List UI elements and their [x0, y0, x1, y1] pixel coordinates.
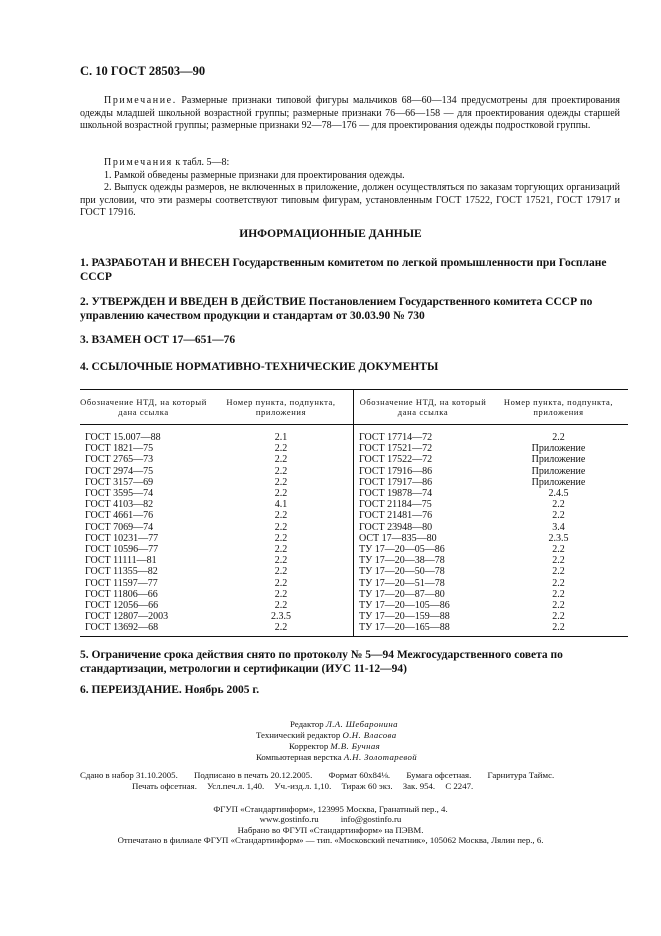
info-item-4-head: ССЫЛОЧНЫЕ НОРМАТИВНО-ТЕХНИЧЕСКИЕ ДОКУМЕНТЫ: [91, 361, 439, 373]
pub-item: Усл.печ.л. 1,40.: [207, 781, 265, 791]
cell-ntd-right: ГОСТ 23948—80: [354, 522, 490, 533]
notes-2-item-2: 2. Выпуск одежды размеров, не включенных в приложение, должен осуществляться по заказам торгующих организаций при условии, что эти размеры соответствуют типовым фигурам, установленным ГОСТ 17522, ГОСТ 17521, ГОСТ 17917 и ГОСТ 17916.: [80, 182, 620, 219]
cell-clause-right: Приложение: [531, 443, 586, 455]
info-item-2-num: 2.: [80, 296, 89, 308]
cell-ntd-left: ГОСТ 11806—66: [85, 588, 158, 600]
cell-clause-right: 2.2: [552, 611, 565, 623]
cell-ntd-left: ГОСТ 11355—82: [85, 566, 158, 578]
cell-ntd-left: ГОСТ 12807—2003: [85, 611, 169, 623]
cell-ntd-right: ТУ 17—20—38—78: [354, 555, 490, 566]
page-header: С. 10 ГОСТ 28503—90: [80, 64, 206, 78]
credit-person: О.Н. Власова: [342, 730, 397, 740]
cell-clause-left: 2.1: [274, 432, 288, 443]
cell-ntd-right: ГОСТ 21481—76: [354, 510, 490, 521]
pub-item: Бумага офсетная.: [406, 770, 472, 780]
table-row: [80, 443, 628, 454]
cell-ntd-left: ГОСТ 3595—74: [85, 488, 154, 500]
table-row: [80, 589, 628, 600]
info-item-5-text: Ограничение срока действия снято по протоколу № 5—94 Межгосударственного совета по стандартизации, метрологии и сертификации (ИУС 11-12—94): [80, 649, 563, 675]
notes-2-label: Примечания: [104, 157, 173, 168]
table-row: [80, 454, 628, 465]
pub-item: Формат 60х84⅛.: [328, 770, 391, 780]
pub-item: Подписано в печать 20.12.2005.: [193, 770, 313, 780]
cell-clause-left: 2.2: [274, 476, 288, 488]
reference-table-header: [80, 390, 628, 425]
cell-ntd-right: ТУ 17—20—05—86: [354, 544, 490, 555]
info-item-2: [80, 295, 620, 323]
table-row: [80, 499, 628, 510]
info-item-1-num: 1.: [80, 257, 89, 269]
credit-editor: [256, 719, 417, 730]
imprint-footer: [0, 804, 661, 846]
info-item-1-text: Государственным комитетом по легкой промышленности при Госплане СССР: [80, 257, 607, 283]
cell-ntd-right: ГОСТ 19878—74: [354, 488, 490, 499]
cell-clause-right: 3.4: [552, 521, 565, 533]
cell-ntd-right: ГОСТ 17916—86: [354, 466, 490, 477]
cell-clause-left: 2.2: [274, 465, 288, 477]
cell-ntd-left: ГОСТ 2974—75: [85, 465, 154, 477]
pub-item: Гарнитура Таймс.: [487, 770, 555, 780]
info-item-3: [80, 333, 620, 347]
cell-ntd-right: ТУ 17—20—50—78: [354, 566, 490, 577]
table-row: [80, 611, 628, 622]
cell-clause-right: Приложение: [531, 476, 586, 488]
footer-line-1: ФГУП «Стандартинформ», 123995 Москва, Гранатный пер., 4.: [213, 804, 448, 814]
footer-line-4: Отпечатано в филиале ФГУП «Стандартинформ» — тип. «Московский печатник», 105062 Москва, Лялин пер., 6.: [117, 835, 544, 846]
notes-2-label-tail: к табл. 5—8:: [172, 157, 230, 168]
info-item-4-num: 4.: [80, 361, 89, 373]
cell-clause-right: 2.2: [552, 544, 565, 556]
credit-layout: [256, 752, 417, 763]
cell-ntd-right: ГОСТ 17917—86: [354, 477, 490, 488]
pub-item: Тираж 60 экз.: [341, 781, 393, 791]
cell-ntd-right: ТУ 17—20—159—88: [354, 611, 490, 622]
credit-person: Л.А. Шебаронина: [325, 719, 398, 729]
cell-ntd-left: ГОСТ 2765—73: [85, 454, 154, 466]
col-header-clause-right: Номер пункта, подпункта, приложения: [489, 390, 628, 425]
cell-ntd-right: ТУ 17—20—87—80: [354, 589, 490, 600]
pub-item: С 2247.: [445, 781, 474, 791]
cell-clause-left: 2.2: [274, 532, 288, 544]
cell-clause-left: 2.2: [274, 510, 288, 522]
credit-person: А.Н. Золотаревой: [343, 752, 418, 762]
cell-clause-left: 2.2: [209, 622, 354, 636]
info-title: ИНФОРМАЦИОННЫЕ ДАННЫЕ: [239, 228, 422, 240]
table-row: [80, 622, 628, 636]
cell-ntd-right: ТУ 17—20—105—86: [354, 600, 490, 611]
cell-clause-left: 2.2: [274, 488, 288, 500]
cell-clause-left: 2.2: [274, 588, 288, 600]
info-item-3-head: ВЗАМЕН ОСТ 17—651—76: [91, 334, 236, 346]
table-row: [80, 466, 628, 477]
info-item-2-text: Постановлением Государственного комитета СССР по управлению качеством продукции и стандартам от 30.03.90 № 730: [80, 296, 593, 322]
cell-ntd-left: ГОСТ 15.007—88: [85, 432, 161, 443]
table-row: [80, 510, 628, 521]
pub-item: Уч.-изд.л. 1,10.: [274, 781, 332, 791]
cell-clause-right: 2.2: [552, 566, 565, 578]
col-header-clause-left: Номер пункта, подпункта, приложения: [209, 390, 354, 425]
reference-table: [80, 389, 628, 637]
cell-clause-right: 2.2: [552, 600, 565, 612]
cell-ntd-left: ГОСТ 4103—82: [85, 499, 154, 511]
cell-clause-right: 2.2: [552, 499, 565, 511]
cell-ntd-left: ГОСТ 10596—77: [85, 544, 159, 556]
info-item-1-head: РАЗРАБОТАН И ВНЕСЕН: [91, 257, 230, 269]
publication-line-1: [80, 770, 628, 781]
cell-clause-right: 2.2: [489, 622, 628, 636]
cell-clause-right: 2.2: [552, 588, 565, 600]
table-row: [80, 522, 628, 533]
credit-role: Редактор: [290, 719, 324, 729]
credit-corrector: [256, 741, 417, 752]
table-row: [80, 555, 628, 566]
pub-item: Зак. 954.: [402, 781, 436, 791]
publication-info: [80, 770, 628, 792]
info-item-5: [80, 648, 620, 676]
table-row: [80, 566, 628, 577]
cell-ntd-right: ТУ 17—20—165—88: [354, 622, 490, 636]
col-header-ntd-right: Обозначение НТД, на который дана ссылка: [354, 390, 490, 425]
cell-ntd-right: ТУ 17—20—51—78: [354, 578, 490, 589]
cell-ntd-right: ГОСТ 21184—75: [354, 499, 490, 510]
cell-clause-left: 2.2: [274, 577, 288, 589]
note-1: [80, 95, 620, 133]
cell-ntd-left: ГОСТ 11597—77: [85, 577, 158, 589]
note-1-text: Размерные признаки типовой фигуры мальчиков 68—60—134 предусмотрены для проектирования одежды младшей школьной возрастной группы; размерные признаки 76—66—158 — для проектирования одежды старшей школьной возрастной группы; размерные признаки 92—78—176 — для проектирования одежды подростковой группы.: [80, 95, 620, 132]
cell-ntd-left: ГОСТ 11111—81: [85, 555, 157, 567]
table-row: [80, 477, 628, 488]
info-item-2-head: УТВЕРЖДЕН И ВВЕДЕН В ДЕЙСТВИЕ: [91, 296, 306, 308]
cell-clause-left: 4.1: [274, 499, 288, 511]
cell-clause-left: 2.2: [274, 600, 288, 612]
cell-ntd-right: ГОСТ 17521—72: [354, 443, 490, 454]
table-row: [80, 578, 628, 589]
info-item-5-num: 5.: [80, 649, 89, 661]
pub-item: Сдано в набор 31.10.2005.: [80, 770, 178, 780]
cell-clause-right: 2.3.5: [548, 532, 569, 544]
credit-person: М.В. Бучная: [330, 741, 381, 751]
info-item-6: [80, 683, 620, 697]
table-row: [80, 432, 628, 443]
table-row: [80, 488, 628, 499]
credit-role: Корректор: [289, 741, 329, 751]
cell-clause-left: 2.3.5: [271, 611, 291, 623]
table-row: [80, 544, 628, 555]
cell-ntd-right: ГОСТ 17714—72: [354, 432, 490, 443]
cell-clause-left: 2.2: [274, 443, 288, 455]
footer-line-3: Набрано во ФГУП «Стандартинформ» на ПЭВМ.: [237, 824, 424, 835]
cell-clause-left: 2.2: [274, 454, 288, 466]
cell-ntd-right: ОСТ 17—835—80: [354, 533, 490, 544]
cell-clause-right: 2.2: [552, 432, 565, 443]
footer-line-2: www.gostinfo.ru info@gostinfo.ru: [259, 814, 402, 825]
note-1-label: Примечание.: [104, 95, 177, 106]
cell-ntd-left: ГОСТ 7069—74: [85, 521, 154, 533]
cell-clause-left: 2.2: [274, 544, 288, 556]
cell-clause-right: 2.2: [552, 510, 565, 522]
cell-clause-right: 2.2: [552, 555, 565, 567]
info-item-3-num: 3.: [80, 334, 89, 346]
cell-clause-left: 2.2: [274, 521, 288, 533]
info-item-6-text: ПЕРЕИЗДАНИЕ. Ноябрь 2005 г.: [91, 684, 260, 696]
cell-clause-right: Приложение: [531, 454, 586, 466]
cell-clause-left: 2.2: [274, 566, 288, 578]
credit-tech-editor: [256, 730, 417, 741]
credit-role: Технический редактор: [256, 730, 341, 740]
cell-clause-right: 2.2: [552, 577, 565, 589]
pub-item: Печать офсетная.: [132, 781, 197, 791]
info-item-4: [80, 360, 620, 374]
cell-ntd-left: ГОСТ 3157—69: [85, 476, 154, 488]
cell-ntd-left: ГОСТ 4661—76: [85, 510, 154, 522]
credit-role: Компьютерная верстка: [256, 752, 342, 762]
table-row: [80, 600, 628, 611]
cell-ntd-left: ГОСТ 10231—77: [85, 532, 159, 544]
notes-2-item-1: 1. Рамкой обведены размерные признаки для проектирования одежды.: [104, 169, 405, 181]
credits: [256, 719, 417, 763]
cell-ntd-right: ГОСТ 17522—72: [354, 454, 490, 465]
table-row: [80, 533, 628, 544]
cell-ntd-left: ГОСТ 12056—66: [85, 600, 159, 612]
col-header-ntd-left: Обозначение НТД, на который дана ссылка: [80, 390, 209, 425]
cell-ntd-left: ГОСТ 13692—68: [80, 622, 209, 636]
info-item-6-num: 6.: [80, 684, 89, 696]
cell-clause-right: Приложение: [531, 465, 586, 477]
publication-line-2: [80, 781, 628, 792]
cell-clause-right: 2.4.5: [548, 488, 569, 500]
info-item-1: [80, 256, 620, 284]
cell-clause-left: 2.2: [274, 555, 288, 567]
notes-2: [80, 157, 620, 220]
cell-ntd-left: ГОСТ 1821—75: [85, 443, 154, 455]
